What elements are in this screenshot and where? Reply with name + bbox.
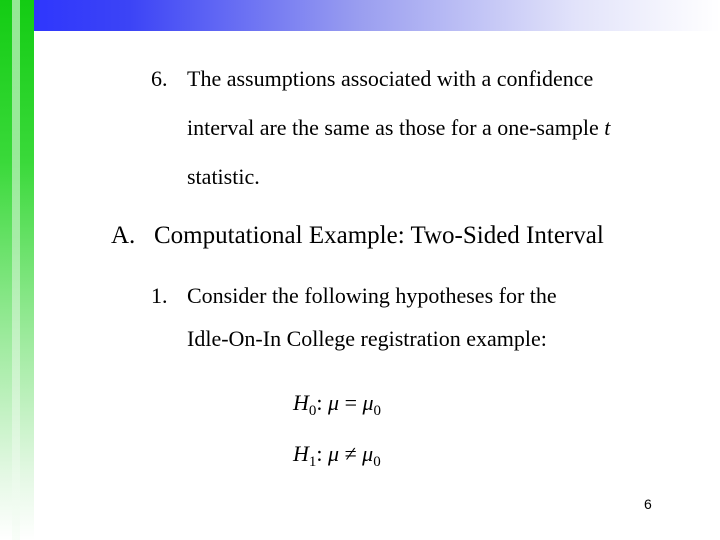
h1-sub: 1: [308, 454, 317, 470]
left-accent-bar: [0, 0, 34, 540]
h1-mu: μ: [328, 441, 340, 466]
h0-mu-zero-sub: 0: [373, 403, 382, 419]
item-6-t-variable: t: [604, 115, 611, 140]
item-1-line-2: Idle-On-In College registration example:: [187, 326, 547, 351]
item-6-line-3: statistic.: [187, 164, 260, 189]
item-1-number: 1.: [151, 283, 168, 308]
page-number: 6: [644, 496, 652, 512]
h1-mu-zero: μ: [362, 441, 374, 466]
h0-sub: 0: [308, 403, 317, 419]
item-6-line-2-text: interval are the same as those for a one-sample: [187, 115, 605, 140]
section-a-letter: A.: [111, 222, 136, 249]
item-6-line-2: [187, 115, 610, 141]
h0-mu: μ: [328, 390, 340, 415]
top-accent-bar: [0, 0, 720, 31]
left-accent-highlight: [12, 0, 20, 540]
h1-operator: ≠: [344, 441, 357, 466]
h1-colon: :: [316, 441, 323, 466]
h0-colon: :: [316, 390, 323, 415]
null-hypothesis: [293, 390, 382, 419]
h0-operator: =: [344, 390, 357, 415]
item-1-line-1: Consider the following hypotheses for the: [187, 283, 557, 308]
h1-mu-zero-sub: 0: [373, 454, 381, 470]
item-6-number: 6.: [151, 66, 168, 91]
h0-var: H: [293, 390, 309, 415]
section-a-title: Computational Example: Two-Sided Interval: [154, 222, 604, 249]
alternative-hypothesis: [293, 441, 381, 470]
h1-var: H: [293, 441, 309, 466]
h0-mu-zero: μ: [362, 390, 374, 415]
item-6-line-1: The assumptions associated with a confidence: [187, 66, 594, 91]
